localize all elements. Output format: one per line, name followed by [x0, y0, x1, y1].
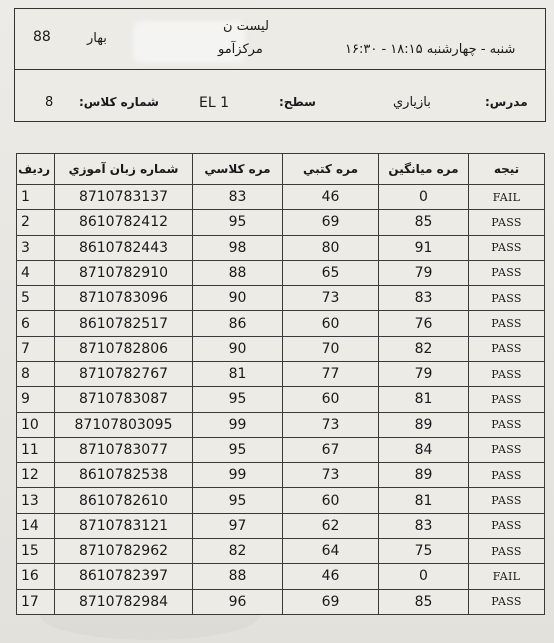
cell-student-id: 8710782806 — [55, 336, 193, 361]
cell-class-score: 99 — [193, 463, 283, 488]
table-row — [17, 361, 545, 386]
cell-written-score: 77 — [283, 361, 379, 386]
cell-student-id: 87107803095 — [55, 412, 193, 437]
cell-result: PASS — [469, 286, 545, 311]
table-body — [17, 185, 545, 615]
table-row — [17, 387, 545, 412]
column-header-class-score: مره کلاسي — [193, 154, 283, 185]
level-value: EL 1 — [199, 95, 230, 111]
cell-row-number: 9 — [17, 387, 55, 412]
cell-student-id: 8710782984 — [55, 589, 193, 615]
cell-student-id: 8610782517 — [55, 311, 193, 336]
class-label: شماره کلاس: — [79, 95, 159, 109]
cell-result: PASS — [469, 513, 545, 538]
level-label: سطح: — [279, 95, 316, 109]
page-number: 88 — [33, 29, 51, 45]
header-box — [14, 8, 546, 122]
grades-table-container — [16, 153, 544, 615]
cell-row-number: 15 — [17, 538, 55, 563]
column-header-result: تیجه — [469, 154, 545, 185]
header-divider — [15, 69, 545, 70]
cell-row-number: 11 — [17, 437, 55, 462]
cell-result: PASS — [469, 336, 545, 361]
teacher-label: مدرس: — [485, 95, 528, 109]
cell-class-score: 90 — [193, 286, 283, 311]
cell-class-score: 83 — [193, 185, 283, 210]
cell-average-score: 89 — [379, 463, 469, 488]
cell-class-score: 95 — [193, 210, 283, 235]
cell-result: PASS — [469, 260, 545, 285]
cell-average-score: 85 — [379, 589, 469, 615]
table-header-row — [17, 154, 545, 185]
cell-written-score: 46 — [283, 185, 379, 210]
table-row — [17, 463, 545, 488]
grades-table — [16, 153, 545, 615]
document-title: لیست ن — [223, 19, 269, 34]
cell-student-id: 8610782443 — [55, 235, 193, 260]
cell-written-score: 60 — [283, 311, 379, 336]
cell-result: PASS — [469, 361, 545, 386]
class-schedule: شنبه - چهارشنبه ۱۸:۱۵ - ۱۶:۳۰ — [345, 42, 516, 57]
cell-written-score: 60 — [283, 387, 379, 412]
cell-result: PASS — [469, 387, 545, 412]
cell-class-score: 98 — [193, 235, 283, 260]
cell-row-number: 5 — [17, 286, 55, 311]
cell-student-id: 8710783121 — [55, 513, 193, 538]
cell-average-score: 79 — [379, 260, 469, 285]
table-row — [17, 564, 545, 589]
cell-student-id: 8610782412 — [55, 210, 193, 235]
cell-average-score: 83 — [379, 286, 469, 311]
cell-written-score: 60 — [283, 488, 379, 513]
column-header-average-score: مره میانگین — [379, 154, 469, 185]
cell-written-score: 73 — [283, 412, 379, 437]
season-label: بهار — [87, 31, 107, 46]
cell-average-score: 89 — [379, 412, 469, 437]
cell-average-score: 75 — [379, 538, 469, 563]
cell-average-score: 0 — [379, 185, 469, 210]
cell-result: PASS — [469, 412, 545, 437]
cell-written-score: 80 — [283, 235, 379, 260]
cell-row-number: 17 — [17, 589, 55, 615]
cell-student-id: 8710783087 — [55, 387, 193, 412]
cell-result: FAIL — [469, 185, 545, 210]
cell-result: PASS — [469, 538, 545, 563]
cell-average-score: 82 — [379, 336, 469, 361]
cell-row-number: 1 — [17, 185, 55, 210]
cell-written-score: 69 — [283, 589, 379, 615]
cell-written-score: 70 — [283, 336, 379, 361]
table-row — [17, 286, 545, 311]
cell-result: PASS — [469, 210, 545, 235]
cell-class-score: 99 — [193, 412, 283, 437]
cell-average-score: 81 — [379, 488, 469, 513]
cell-average-score: 81 — [379, 387, 469, 412]
column-header-row-number: رديف — [17, 154, 55, 185]
cell-average-score: 0 — [379, 564, 469, 589]
cell-written-score: 46 — [283, 564, 379, 589]
table-row — [17, 589, 545, 615]
cell-written-score: 67 — [283, 437, 379, 462]
cell-average-score: 83 — [379, 513, 469, 538]
cell-average-score: 91 — [379, 235, 469, 260]
cell-row-number: 2 — [17, 210, 55, 235]
cell-student-id: 8710783077 — [55, 437, 193, 462]
cell-class-score: 81 — [193, 361, 283, 386]
cell-row-number: 7 — [17, 336, 55, 361]
cell-student-id: 8710783096 — [55, 286, 193, 311]
cell-class-score: 95 — [193, 387, 283, 412]
table-row — [17, 185, 545, 210]
cell-result: PASS — [469, 463, 545, 488]
cell-row-number: 10 — [17, 412, 55, 437]
cell-class-score: 86 — [193, 311, 283, 336]
cell-written-score: 73 — [283, 463, 379, 488]
cell-row-number: 14 — [17, 513, 55, 538]
cell-student-id: 8710782910 — [55, 260, 193, 285]
table-row — [17, 437, 545, 462]
cell-average-score: 79 — [379, 361, 469, 386]
cell-average-score: 85 — [379, 210, 469, 235]
cell-row-number: 3 — [17, 235, 55, 260]
cell-result: FAIL — [469, 564, 545, 589]
cell-class-score: 82 — [193, 538, 283, 563]
cell-row-number: 13 — [17, 488, 55, 513]
column-header-written-score: مره کتبي — [283, 154, 379, 185]
cell-student-id: 8610782538 — [55, 463, 193, 488]
cell-written-score: 65 — [283, 260, 379, 285]
cell-class-score: 95 — [193, 437, 283, 462]
cell-student-id: 8710782767 — [55, 361, 193, 386]
table-row — [17, 311, 545, 336]
cell-class-score: 95 — [193, 488, 283, 513]
teacher-name: بازياري — [393, 95, 431, 110]
cell-student-id: 8610782397 — [55, 564, 193, 589]
cell-row-number: 4 — [17, 260, 55, 285]
cell-row-number: 12 — [17, 463, 55, 488]
cell-written-score: 64 — [283, 538, 379, 563]
cell-student-id: 8710783137 — [55, 185, 193, 210]
cell-written-score: 62 — [283, 513, 379, 538]
cell-class-score: 88 — [193, 564, 283, 589]
table-row — [17, 513, 545, 538]
cell-class-score: 90 — [193, 336, 283, 361]
cell-result: PASS — [469, 235, 545, 260]
table-row — [17, 538, 545, 563]
cell-row-number: 8 — [17, 361, 55, 386]
cell-student-id: 8710782962 — [55, 538, 193, 563]
column-header-student-id: شماره زبان آموزي — [55, 154, 193, 185]
cell-class-score: 96 — [193, 589, 283, 615]
table-row — [17, 488, 545, 513]
center-name: مرکزآمو — [218, 42, 263, 57]
cell-average-score: 84 — [379, 437, 469, 462]
cell-class-score: 97 — [193, 513, 283, 538]
class-value: 8 — [45, 95, 54, 110]
cell-result: PASS — [469, 437, 545, 462]
cell-written-score: 69 — [283, 210, 379, 235]
cell-result: PASS — [469, 488, 545, 513]
table-row — [17, 235, 545, 260]
cell-row-number: 16 — [17, 564, 55, 589]
table-row — [17, 260, 545, 285]
table-row — [17, 412, 545, 437]
cell-class-score: 88 — [193, 260, 283, 285]
cell-row-number: 6 — [17, 311, 55, 336]
cell-result: PASS — [469, 311, 545, 336]
table-row — [17, 336, 545, 361]
cell-average-score: 76 — [379, 311, 469, 336]
cell-student-id: 8610782610 — [55, 488, 193, 513]
cell-result: PASS — [469, 589, 545, 615]
cell-written-score: 73 — [283, 286, 379, 311]
table-row — [17, 210, 545, 235]
